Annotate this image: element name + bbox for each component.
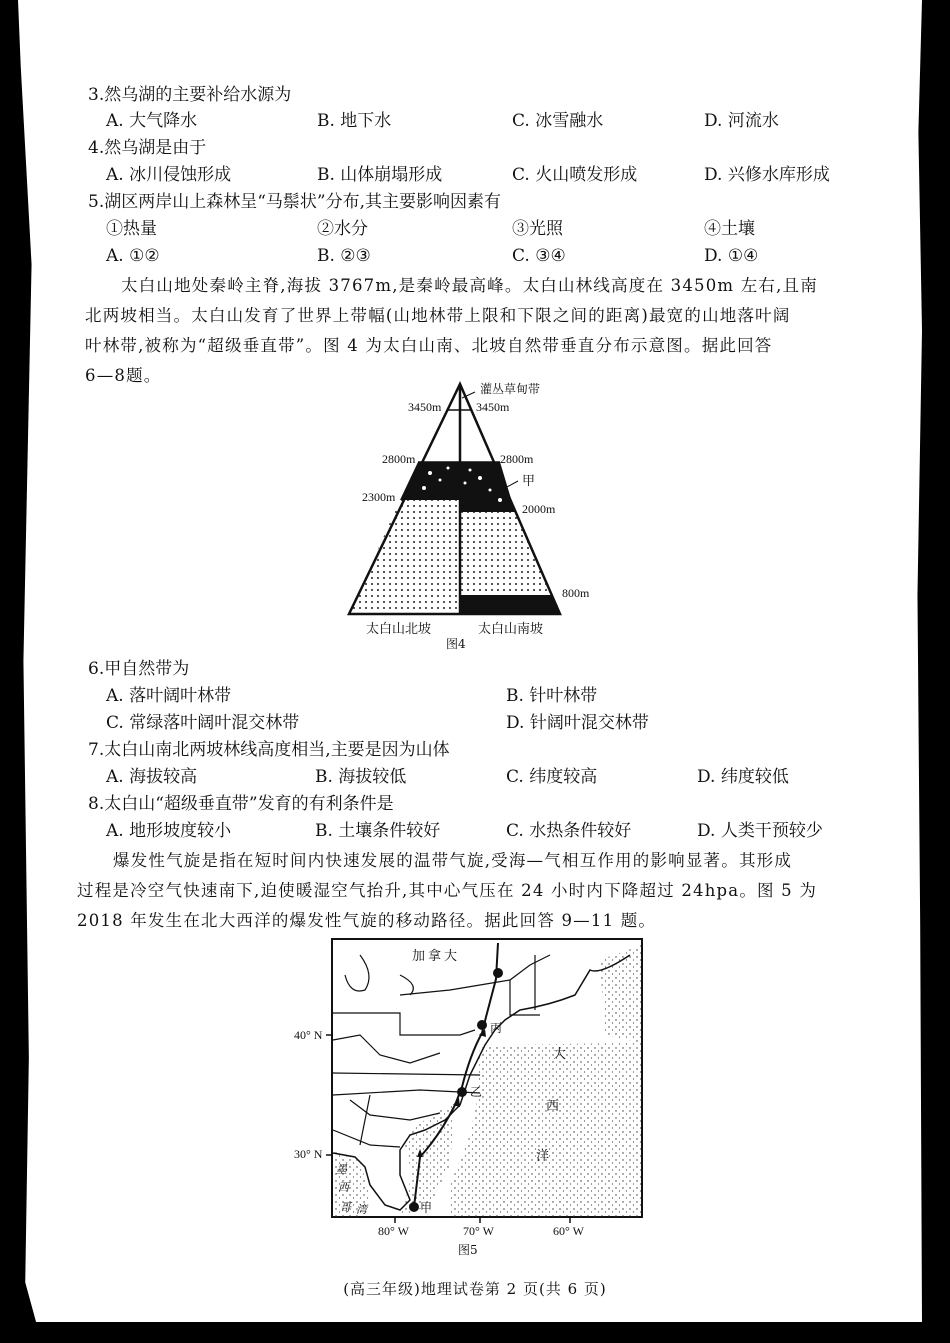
question-3 xyxy=(88,84,291,106)
point-yi-marker xyxy=(457,1087,467,1097)
q5-option-d: D. ①④ xyxy=(704,246,759,266)
point-yi-label: 乙 xyxy=(470,1085,483,1099)
south-2000-label: 2000m xyxy=(522,502,556,516)
gulf-label-3: 哥 xyxy=(340,1201,351,1214)
question-stem: 太白山南北两坡林线高度相当,主要是因为山体 xyxy=(104,740,450,760)
jia-label: 甲 xyxy=(522,473,536,488)
south-slope-label: 太白山南坡 xyxy=(478,622,544,637)
q3-option-c: C. 冰雪融水 xyxy=(512,111,604,131)
south-2800-label: 2800m xyxy=(500,452,534,466)
figure-4-caption: 图4 xyxy=(446,637,466,651)
q6-option-a: A. 落叶阔叶林带 xyxy=(106,686,232,706)
question-stem: 然乌湖是由于 xyxy=(104,138,207,158)
cyclone-track-map xyxy=(300,935,660,1265)
point-bing-label: 丙 xyxy=(490,1021,503,1035)
figure-4-diagram xyxy=(340,378,600,651)
q3-option-a: A. 大气降水 xyxy=(106,111,198,131)
q6-option-d: D. 针阔叶混交林带 xyxy=(506,713,649,733)
ocean-label-xi: 西 xyxy=(546,1099,560,1114)
page-footer: (高三年级)地理试卷第 2 页(共 6 页) xyxy=(343,1280,607,1298)
question-7 xyxy=(88,739,450,761)
north-3450-label: 3450m xyxy=(408,400,442,414)
question-number: 4. xyxy=(88,138,105,158)
q8-option-d: D. 人类干预较少 xyxy=(697,821,823,841)
q5-option-c: C. ③④ xyxy=(512,246,566,266)
q7-option-a: A. 海拔较高 xyxy=(106,767,198,787)
q4-option-d: D. 兴修水库形成 xyxy=(704,165,830,185)
question-6 xyxy=(88,658,189,680)
q5-option-b: B. ②③ xyxy=(317,246,371,266)
question-5 xyxy=(88,191,501,213)
q8-option-c: C. 水热条件较好 xyxy=(506,821,632,841)
q4-option-b: B. 山体崩塌形成 xyxy=(317,165,443,185)
gulf-label-1: 墨 xyxy=(336,1163,347,1176)
q5-factor-3: ③光照 xyxy=(512,219,563,239)
south-800-label: 800m xyxy=(562,586,590,600)
question-8 xyxy=(88,793,394,815)
passage-line: 北两坡相当。太白山发育了世界上带幅(山地林带上限和下限之间的距离)最宽的山地落叶阔 xyxy=(85,306,791,325)
q5-option-a: A. ①② xyxy=(106,246,160,266)
q4-option-a: A. 冰川侵蚀形成 xyxy=(106,165,232,185)
question-4 xyxy=(88,137,206,159)
q5-factor-4: ④土壤 xyxy=(704,219,755,239)
figure-5-caption: 图5 xyxy=(458,1243,478,1257)
q8-option-a: A. 地形坡度较小 xyxy=(106,821,232,841)
question-stem: 甲自然带为 xyxy=(104,659,190,679)
passage-line xyxy=(77,846,877,876)
q4-option-c: C. 火山喷发形成 xyxy=(512,165,638,185)
ocean-label-da: 大 xyxy=(553,1047,567,1062)
q6-option-c: C. 常绿落叶阔叶混交林带 xyxy=(106,713,300,733)
question-number: 5. xyxy=(88,192,105,212)
q6-option-b: B. 针叶林带 xyxy=(506,686,598,706)
lon-60w-label: 60° W xyxy=(553,1224,584,1238)
question-stem: 太白山“超级垂直带”发育的有利条件是 xyxy=(104,794,394,814)
gulf-label-2: 西 xyxy=(338,1181,349,1194)
question-number: 7. xyxy=(88,740,105,760)
gulf-label-4: 湾 xyxy=(356,1203,367,1216)
question-number: 3. xyxy=(88,85,105,105)
point-jia-marker xyxy=(409,1202,419,1212)
q8-option-b: B. 土壤条件较好 xyxy=(315,821,441,841)
q7-option-b: B. 海拔较低 xyxy=(315,767,407,787)
point-bing-marker xyxy=(477,1020,487,1030)
shrub-meadow-label: 灌丛草甸带 xyxy=(480,382,541,396)
passage-text: 太白山地处秦岭主脊,海拔 3767m,是秦岭最高峰。太白山林线高度在 3450m 左右,且南 xyxy=(121,276,818,295)
passage-line: 叶林带,被称为“超级垂直带”。图 4 为太白山南、北坡自然带垂直分布示意图。据此回答 xyxy=(85,336,773,355)
question-number: 6. xyxy=(88,659,105,679)
pyramid-diagram xyxy=(340,378,600,648)
passage-line xyxy=(85,271,865,301)
passage-taibai xyxy=(85,271,865,391)
track-end-marker xyxy=(493,968,503,978)
lon-70w-label: 70° W xyxy=(463,1224,494,1238)
north-slope-label: 太白山北坡 xyxy=(366,622,432,637)
north-2300-label: 2300m xyxy=(362,490,396,504)
q3-option-b: B. 地下水 xyxy=(317,111,392,131)
passage-text: 爆发性气旋是指在短时间内快速发展的温带气旋,受海—气相互作用的影响显著。其形成 xyxy=(113,851,793,870)
ocean-label-yang: 洋 xyxy=(536,1149,550,1164)
figure-5-map xyxy=(294,935,660,1265)
question-number: 8. xyxy=(88,794,105,814)
south-3450-label: 3450m xyxy=(476,400,510,414)
q5-factor-1: ①热量 xyxy=(106,219,157,239)
q7-option-d: D. 纬度较低 xyxy=(697,767,789,787)
passage-line: 过程是冷空气快速南下,迫使暖湿空气抬升,其中心气压在 24 小时内下降超过 24hpa。图 5 为 xyxy=(77,881,818,900)
point-jia-label: 甲 xyxy=(420,1201,433,1215)
north-2800-label: 2800m xyxy=(382,452,416,466)
canada-label: 加拿大 xyxy=(412,949,461,964)
q7-option-c: C. 纬度较高 xyxy=(506,767,598,787)
q5-factor-2: ②水分 xyxy=(317,219,368,239)
passage-cyclone xyxy=(77,846,877,936)
passage-line: 6—8题。 xyxy=(85,366,162,385)
passage-line: 2018 年发生在北大西洋的爆发性气旋的移动路径。据此回答 9—11 题。 xyxy=(77,911,657,930)
lat-40n-label: 40° N xyxy=(294,1028,323,1042)
lon-80w-label: 80° W xyxy=(378,1224,409,1238)
q3-option-d: D. 河流水 xyxy=(704,111,779,131)
question-stem: 然乌湖的主要补给水源为 xyxy=(104,85,292,105)
question-stem: 湖区两岸山上森林呈“马鬃状”分布,其主要影响因素有 xyxy=(104,192,502,212)
lat-30n-label: 30° N xyxy=(294,1147,323,1161)
